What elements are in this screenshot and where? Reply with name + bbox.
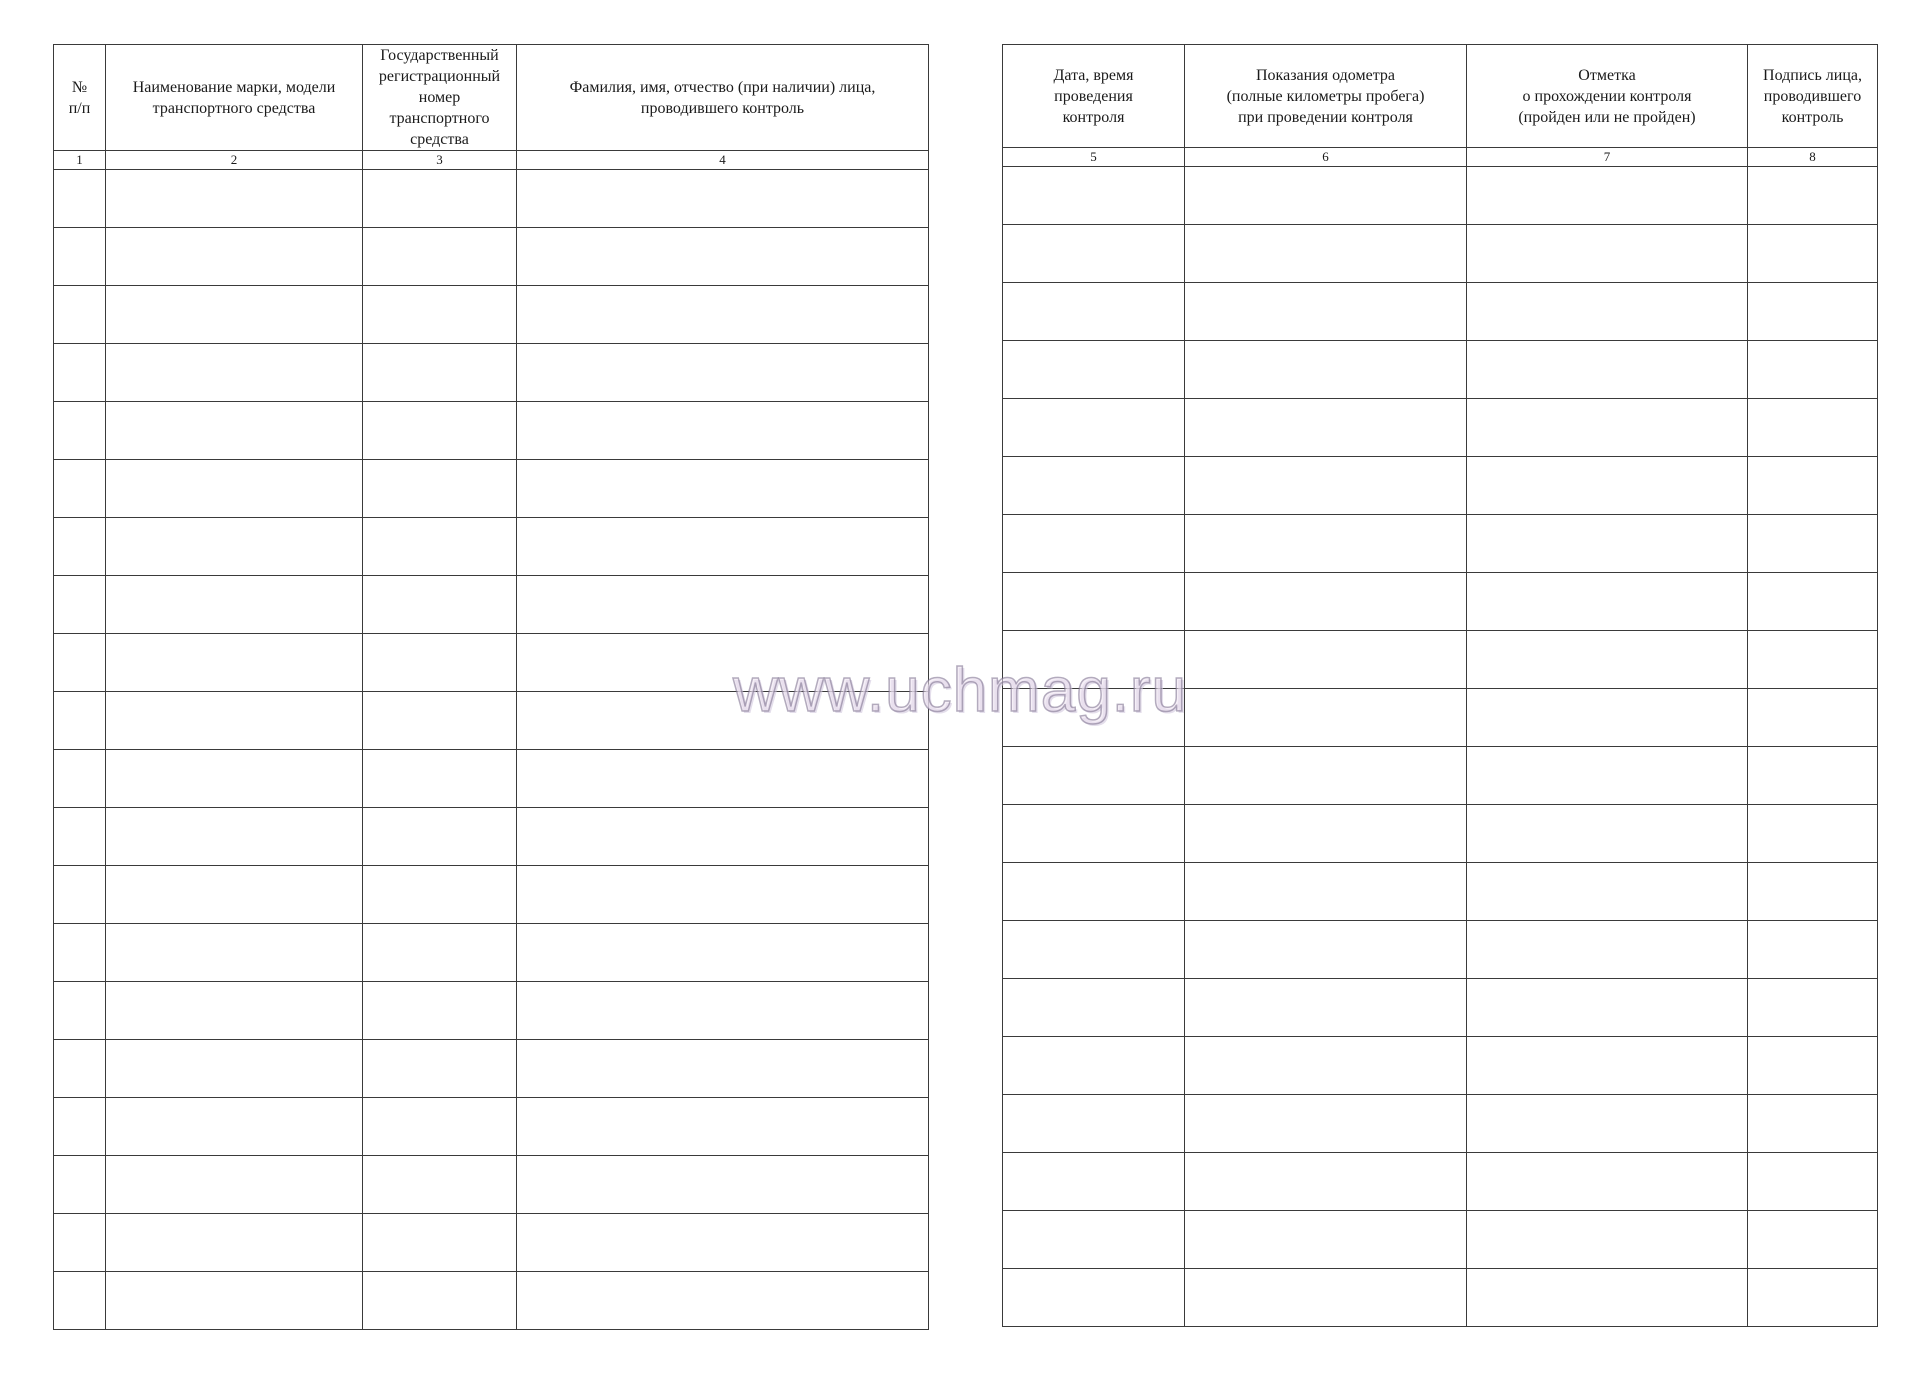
- table-cell: [1467, 1211, 1748, 1269]
- table-cell: [106, 692, 363, 750]
- table-cell: [1748, 921, 1878, 979]
- column-number: 3: [363, 151, 517, 170]
- table-row: [1003, 225, 1878, 283]
- table-cell: [517, 634, 929, 692]
- table-row: [54, 460, 929, 518]
- table-cell: [106, 518, 363, 576]
- table-row: [1003, 1037, 1878, 1095]
- table-cell: [1185, 747, 1467, 805]
- table-cell: [517, 286, 929, 344]
- table-cell: [517, 1098, 929, 1156]
- table-cell: [1185, 863, 1467, 921]
- table-cell: [1748, 515, 1878, 573]
- table-cell: [1748, 979, 1878, 1037]
- table-row: [54, 402, 929, 460]
- table-cell: [1185, 399, 1467, 457]
- table-cell: [363, 1156, 517, 1214]
- table-cell: [1748, 167, 1878, 225]
- table-row: [54, 692, 929, 750]
- table-cell: [1185, 921, 1467, 979]
- header-row: [1003, 45, 1878, 148]
- table-row: [54, 1098, 929, 1156]
- table-cell: [106, 286, 363, 344]
- table-cell: [54, 866, 106, 924]
- table-cell: [1467, 515, 1748, 573]
- table-cell: [1003, 747, 1185, 805]
- table-cell: [363, 170, 517, 228]
- table-cell: [1467, 283, 1748, 341]
- column-number: 5: [1003, 148, 1185, 167]
- table-cell: [54, 344, 106, 402]
- table-cell: [106, 808, 363, 866]
- table-cell: [363, 1272, 517, 1330]
- table-row: [1003, 1269, 1878, 1327]
- column-number: 4: [517, 151, 929, 170]
- column-header-inspector-name: Фамилия, имя, отчество (при наличии) лица, проводившего контроль: [517, 45, 929, 151]
- table-row: [54, 1040, 929, 1098]
- table-row: [54, 924, 929, 982]
- table-cell: [54, 1156, 106, 1214]
- table-cell: [517, 518, 929, 576]
- table-cell: [1748, 805, 1878, 863]
- table-cell: [1003, 921, 1185, 979]
- table-row: [54, 170, 929, 228]
- table-row: [54, 576, 929, 634]
- header-row: [54, 45, 929, 151]
- table-cell: [1748, 1211, 1878, 1269]
- table-cell: [1748, 399, 1878, 457]
- table-cell: [106, 982, 363, 1040]
- table-cell: [54, 634, 106, 692]
- column-number: 8: [1748, 148, 1878, 167]
- table-cell: [106, 576, 363, 634]
- table-cell: [1185, 457, 1467, 515]
- table-row: [54, 634, 929, 692]
- table-cell: [363, 866, 517, 924]
- table-cell: [1748, 341, 1878, 399]
- table-cell: [1003, 689, 1185, 747]
- table-row: [1003, 805, 1878, 863]
- table-cell: [1467, 341, 1748, 399]
- table-cell: [1748, 1037, 1878, 1095]
- table-cell: [517, 1214, 929, 1272]
- log-table-left: [53, 44, 929, 1330]
- log-table-right: [1002, 44, 1878, 1327]
- table-cell: [1467, 399, 1748, 457]
- table-row: [54, 1214, 929, 1272]
- table-cell: [54, 170, 106, 228]
- table-cell: [517, 692, 929, 750]
- table-cell: [1185, 283, 1467, 341]
- table-row: [1003, 341, 1878, 399]
- table-cell: [106, 1272, 363, 1330]
- table-cell: [1748, 1269, 1878, 1327]
- table-cell: [1185, 225, 1467, 283]
- table-row: [1003, 979, 1878, 1037]
- table-row: [1003, 1153, 1878, 1211]
- table-row: [54, 518, 929, 576]
- table-cell: [1003, 1037, 1185, 1095]
- table-cell: [1467, 921, 1748, 979]
- table-cell: [1748, 863, 1878, 921]
- table-cell: [1748, 747, 1878, 805]
- table-cell: [1003, 283, 1185, 341]
- table-cell: [363, 1040, 517, 1098]
- table-cell: [106, 1214, 363, 1272]
- table-cell: [1467, 457, 1748, 515]
- table-row: [54, 1156, 929, 1214]
- column-number: 6: [1185, 148, 1467, 167]
- table-cell: [1467, 689, 1748, 747]
- table-cell: [517, 866, 929, 924]
- table-row: [54, 982, 929, 1040]
- table-cell: [1003, 979, 1185, 1037]
- table-cell: [54, 808, 106, 866]
- table-cell: [363, 808, 517, 866]
- table-cell: [54, 1272, 106, 1330]
- table-cell: [517, 402, 929, 460]
- table-cell: [517, 344, 929, 402]
- table-row: [1003, 1211, 1878, 1269]
- table-cell: [517, 924, 929, 982]
- table-cell: [54, 518, 106, 576]
- table-cell: [106, 1040, 363, 1098]
- table-row: [1003, 863, 1878, 921]
- table-cell: [517, 1272, 929, 1330]
- table-cell: [1467, 979, 1748, 1037]
- table-cell: [1185, 1095, 1467, 1153]
- table-cell: [1467, 863, 1748, 921]
- table-cell: [1003, 457, 1185, 515]
- column-header-odometer: Показания одометра (полные километры пробега) при проведении контроля: [1185, 45, 1467, 148]
- table-cell: [517, 576, 929, 634]
- table-cell: [106, 1156, 363, 1214]
- table-cell: [1003, 399, 1185, 457]
- table-cell: [1748, 1095, 1878, 1153]
- table-cell: [54, 576, 106, 634]
- table-cell: [363, 1214, 517, 1272]
- table-cell: [517, 460, 929, 518]
- table-cell: [106, 344, 363, 402]
- table-cell: [1003, 1095, 1185, 1153]
- table-cell: [1003, 1211, 1185, 1269]
- table-cell: [1467, 631, 1748, 689]
- column-header-date-time: Дата, время проведения контроля: [1003, 45, 1185, 148]
- table-cell: [517, 750, 929, 808]
- table-row: [1003, 167, 1878, 225]
- table-row: [1003, 689, 1878, 747]
- table-row: [1003, 921, 1878, 979]
- table-cell: [1185, 1269, 1467, 1327]
- watermark: www.uchmag.ru: [732, 656, 1188, 725]
- table-row: [54, 1272, 929, 1330]
- table-cell: [1003, 167, 1185, 225]
- table-cell: [363, 576, 517, 634]
- column-header-control-result: Отметка о прохождении контроля (пройден или не пройден): [1467, 45, 1748, 148]
- table-cell: [1003, 573, 1185, 631]
- table-cell: [1003, 1153, 1185, 1211]
- table-cell: [1467, 225, 1748, 283]
- table-cell: [363, 286, 517, 344]
- column-number-row: [54, 151, 929, 170]
- table-row: [1003, 1095, 1878, 1153]
- table-cell: [363, 692, 517, 750]
- table-cell: [1185, 341, 1467, 399]
- column-header-row-number: № п/п: [54, 45, 106, 151]
- table-cell: [1003, 341, 1185, 399]
- table-cell: [106, 1098, 363, 1156]
- table-row: [1003, 573, 1878, 631]
- table-cell: [106, 170, 363, 228]
- table-cell: [1003, 863, 1185, 921]
- table-cell: [1185, 573, 1467, 631]
- table-row: [54, 808, 929, 866]
- table-cell: [1467, 1037, 1748, 1095]
- table-cell: [363, 402, 517, 460]
- table-cell: [1467, 1095, 1748, 1153]
- table-cell: [54, 750, 106, 808]
- table-cell: [363, 982, 517, 1040]
- table-cell: [1003, 225, 1185, 283]
- table-cell: [517, 982, 929, 1040]
- table-cell: [1003, 631, 1185, 689]
- table-cell: [363, 344, 517, 402]
- table-cell: [1185, 979, 1467, 1037]
- table-row: [1003, 515, 1878, 573]
- table-cell: [363, 634, 517, 692]
- table-cell: [1467, 1269, 1748, 1327]
- table-cell: [1185, 1153, 1467, 1211]
- table-cell: [1467, 573, 1748, 631]
- table-cell: [1185, 631, 1467, 689]
- column-number: 2: [106, 151, 363, 170]
- table-cell: [1185, 805, 1467, 863]
- table-cell: [517, 1156, 929, 1214]
- table-cell: [1185, 689, 1467, 747]
- table-row: [1003, 457, 1878, 515]
- table-cell: [1003, 1269, 1185, 1327]
- table-cell: [1467, 805, 1748, 863]
- table-cell: [1003, 515, 1185, 573]
- table-row: [1003, 747, 1878, 805]
- table-cell: [1748, 573, 1878, 631]
- table-cell: [54, 1040, 106, 1098]
- table-cell: [106, 634, 363, 692]
- table-cell: [54, 982, 106, 1040]
- table-cell: [106, 460, 363, 518]
- table-cell: [517, 808, 929, 866]
- table-cell: [106, 750, 363, 808]
- column-number: 7: [1467, 148, 1748, 167]
- table-cell: [106, 228, 363, 286]
- column-number-row: [1003, 148, 1878, 167]
- table-row: [1003, 399, 1878, 457]
- table-cell: [106, 866, 363, 924]
- table-cell: [1748, 225, 1878, 283]
- table-row: [54, 286, 929, 344]
- table-cell: [1467, 747, 1748, 805]
- table-row: [1003, 283, 1878, 341]
- table-cell: [54, 286, 106, 344]
- table-cell: [1185, 1211, 1467, 1269]
- table-cell: [54, 1214, 106, 1272]
- table-cell: [517, 228, 929, 286]
- column-header-registration-number: Государственный регистрационный номер транспортного средства: [363, 45, 517, 151]
- table-cell: [1748, 1153, 1878, 1211]
- table-cell: [363, 228, 517, 286]
- column-header-inspector-signature: Подпись лица, проводившего контроль: [1748, 45, 1878, 148]
- table-cell: [54, 228, 106, 286]
- table-cell: [106, 402, 363, 460]
- table-cell: [1748, 283, 1878, 341]
- table-cell: [363, 924, 517, 982]
- table-cell: [1748, 631, 1878, 689]
- table-cell: [54, 460, 106, 518]
- log-table-left-body: [54, 170, 929, 1330]
- table-cell: [54, 692, 106, 750]
- table-cell: [54, 924, 106, 982]
- table-cell: [1467, 167, 1748, 225]
- table-cell: [1185, 167, 1467, 225]
- table-cell: [363, 750, 517, 808]
- table-cell: [517, 170, 929, 228]
- table-cell: [106, 924, 363, 982]
- table-cell: [1185, 1037, 1467, 1095]
- column-number: 1: [54, 151, 106, 170]
- column-header-vehicle-model: Наименование марки, модели транспортного средства: [106, 45, 363, 151]
- table-row: [54, 228, 929, 286]
- table-cell: [1467, 1153, 1748, 1211]
- table-cell: [1185, 515, 1467, 573]
- table-cell: [517, 1040, 929, 1098]
- log-table-right-body: [1003, 167, 1878, 1327]
- table-cell: [54, 402, 106, 460]
- table-cell: [363, 518, 517, 576]
- table-row: [54, 344, 929, 402]
- table-cell: [1003, 805, 1185, 863]
- table-cell: [363, 460, 517, 518]
- table-row: [1003, 631, 1878, 689]
- table-cell: [54, 1098, 106, 1156]
- table-cell: [363, 1098, 517, 1156]
- table-row: [54, 750, 929, 808]
- table-row: [54, 866, 929, 924]
- table-cell: [1748, 689, 1878, 747]
- table-cell: [1748, 457, 1878, 515]
